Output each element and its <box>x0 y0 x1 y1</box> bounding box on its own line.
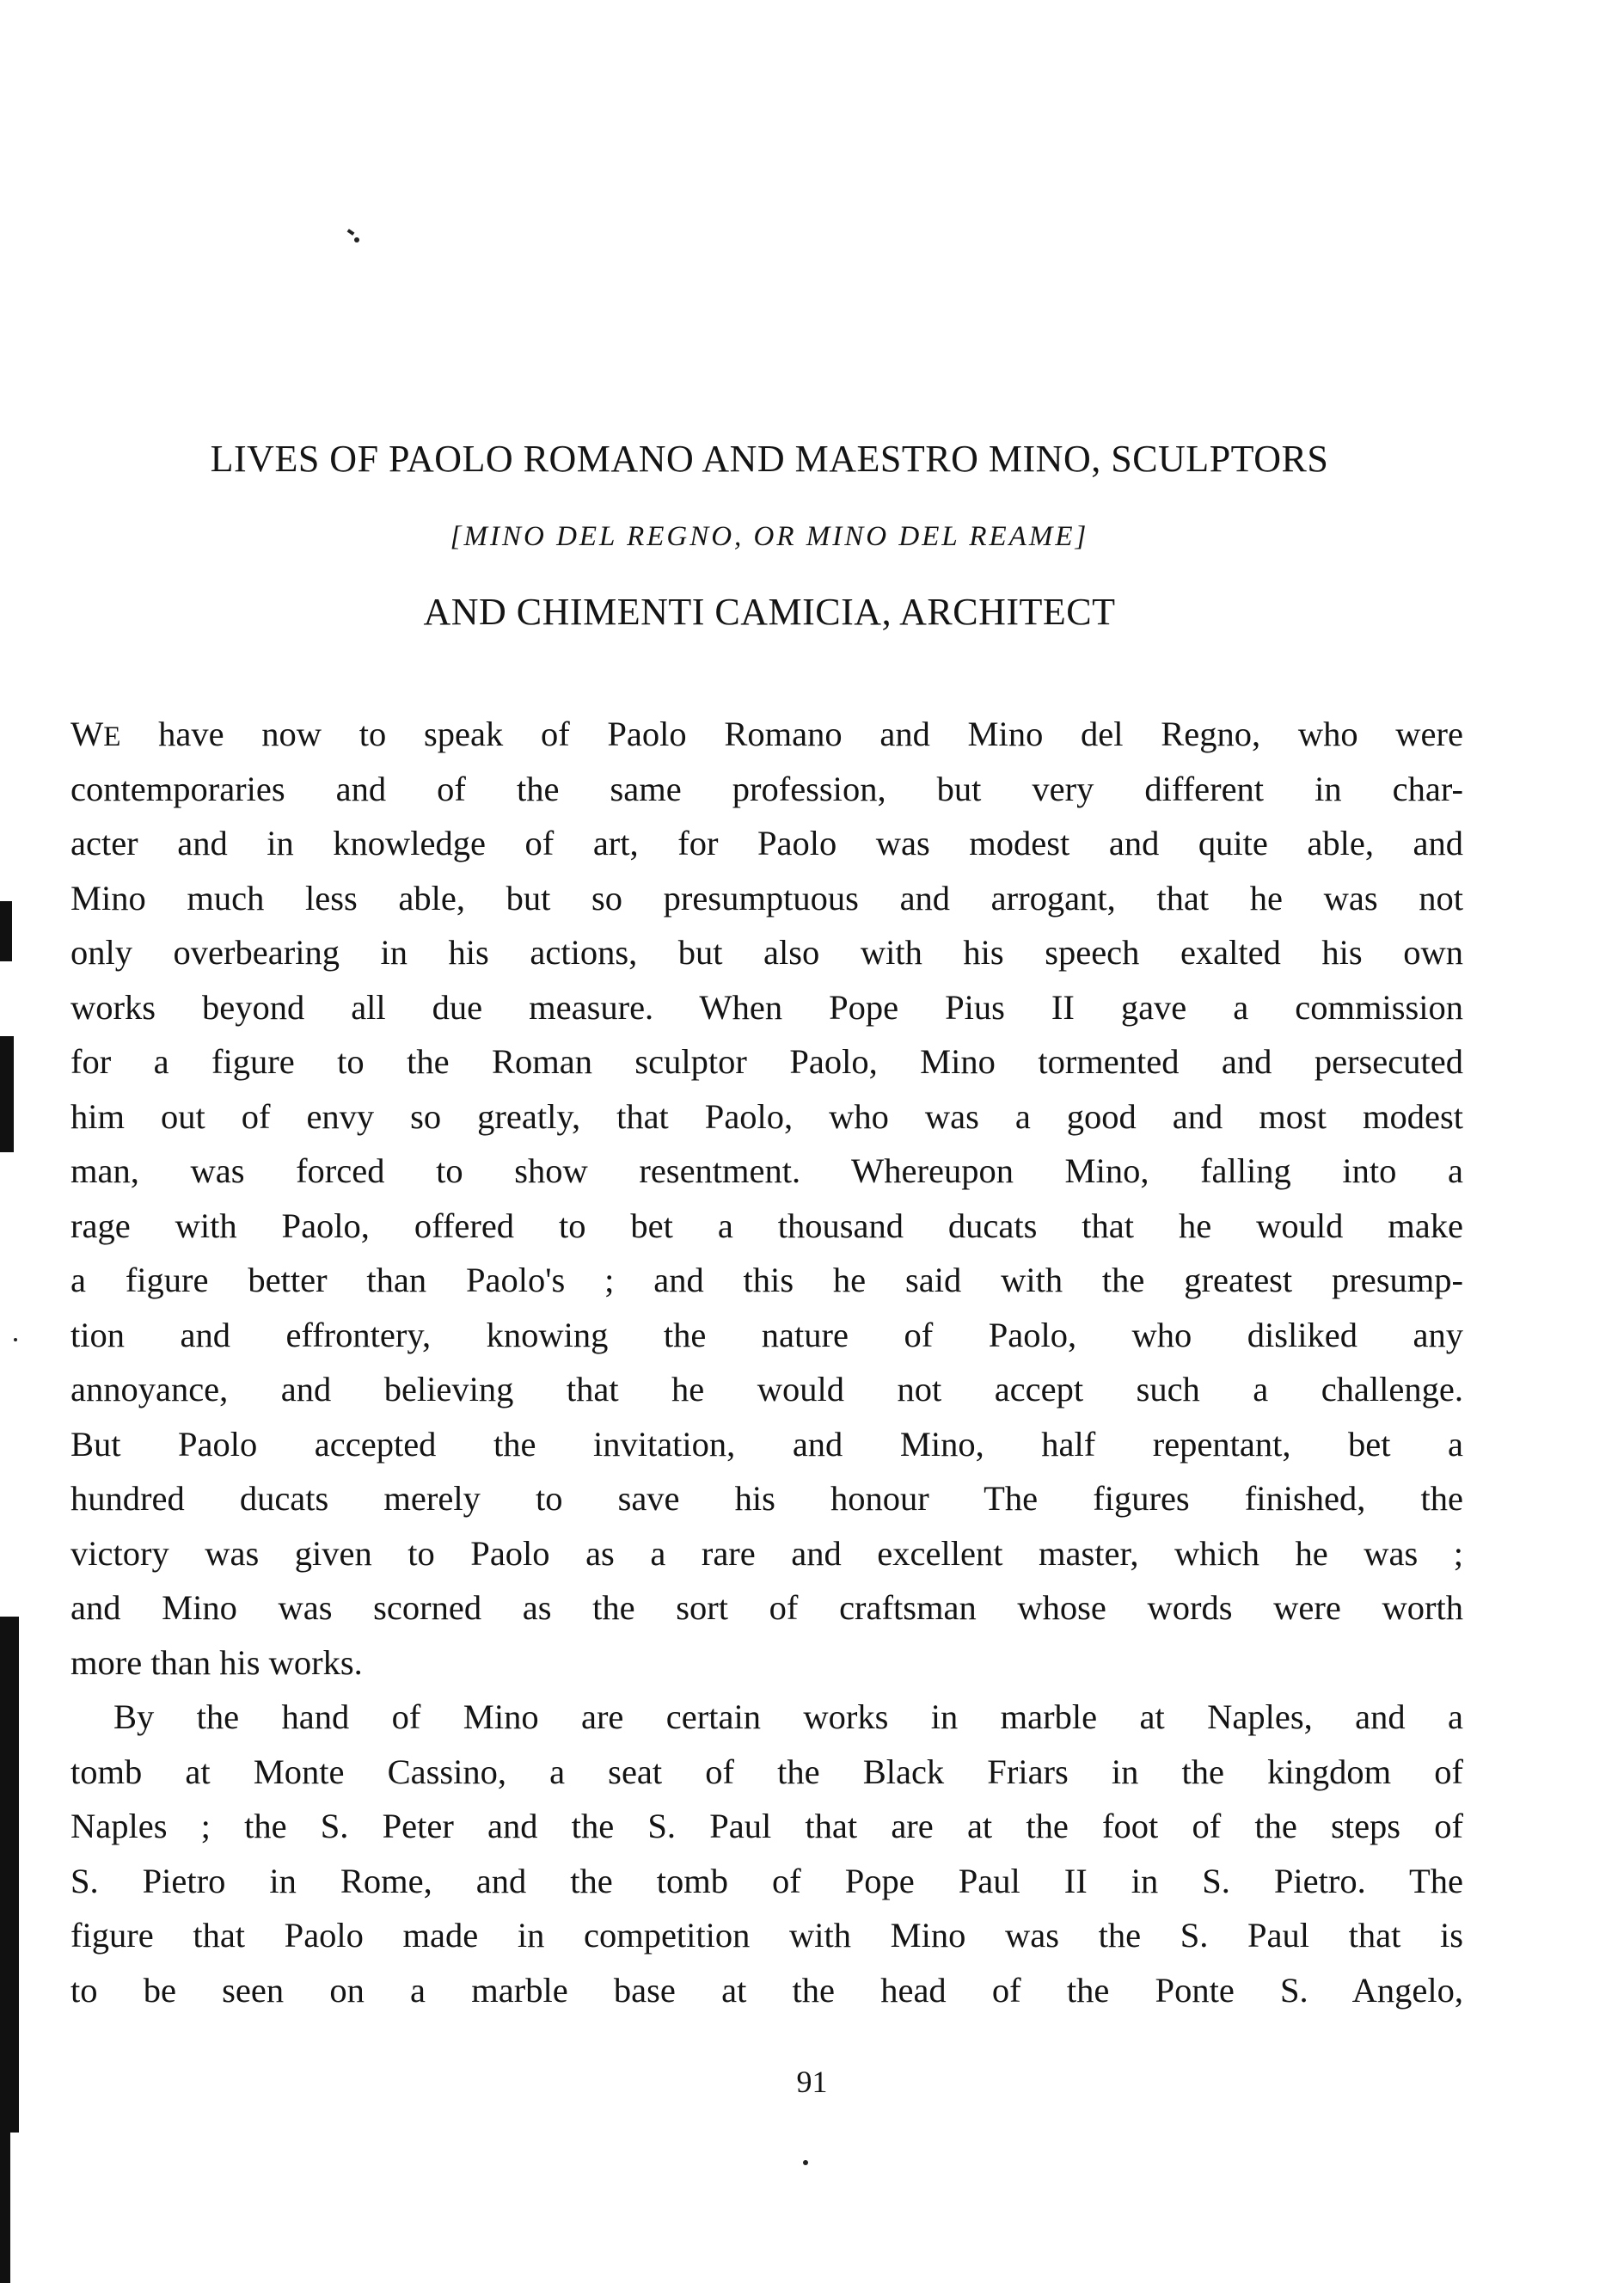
paragraph-2-line: Naples ; the S. Peter and the S. Paul that are at the foot of the steps of <box>70 1807 1463 1845</box>
page-number: 91 <box>796 2065 828 2099</box>
paragraph-1-line: But Paolo accepted the invitation, and Mino, half repentant, bet a <box>70 1424 1463 1464</box>
paragraph-1-line: acter and in knowledge of art, for Paolo was modest and quite able, and <box>70 824 1463 862</box>
paragraph-1-line-1 <box>70 707 1463 762</box>
chapter-subtitle: [MINO DEL REGNO, OR MINO DEL REAME] <box>450 521 1089 552</box>
paragraph-1-line: man, was forced to show resentment. Whereupon Mino, falling into a <box>70 1151 1463 1190</box>
scan-edge-mark-3 <box>0 1617 19 2133</box>
drop-initial: W <box>70 715 104 753</box>
scan-speck-top <box>347 229 355 236</box>
paragraph-1-line: hundred ducats merely to save his honour The figures finished, the <box>70 1479 1463 1518</box>
paragraph-1-line: rage with Paolo, offered to bet a thousand ducats that he would make <box>70 1206 1463 1245</box>
paragraph-1-line: Mino much less able, but so presumptuous and arrogant, that he was not <box>70 878 1463 917</box>
paragraph-2-line: By the hand of Mino are certain works in marble at Naples, and a <box>113 1697 1463 1736</box>
paragraph-1-line: and Mino was scorned as the sort of craftsman whose words were worth <box>70 1588 1463 1627</box>
scan-edge-mark-1 <box>0 901 12 961</box>
paragraph-1-line: a figure better than Paolo's ; and this he said with the greatest presump- <box>70 1261 1463 1299</box>
paragraph-2-line: tomb at Monte Cassino, a seat of the Black Friars in the kingdom of <box>70 1752 1463 1791</box>
scan-edge-mark-4 <box>0 2133 10 2283</box>
paragraph-1-line: for a figure to the Roman sculptor Paolo, Mino tormented and persecuted <box>70 1042 1463 1081</box>
body-text <box>70 707 1463 2017</box>
paragraph-1-line: him out of envy so greatly, that Paolo, who was a good and most modest <box>70 1096 1463 1136</box>
paragraph-1-line: tion and effrontery, knowing the nature of Paolo, who disliked any <box>70 1315 1463 1354</box>
first-line-rest: have now to speak of Paolo Romano and Mino del Regno, who were <box>120 715 1463 753</box>
paragraph-1-line: annoyance, and believing that he would not accept such a challenge. <box>70 1370 1463 1408</box>
scan-speck-top-2 <box>354 237 359 242</box>
scan-speck-bottom <box>803 2160 808 2165</box>
paragraph-1-line: victory was given to Paolo as a rare and excellent master, which he was ; <box>70 1533 1463 1573</box>
paragraph-1-last-line: more than his works. <box>70 1642 363 1682</box>
chapter-title: LIVES OF PAOLO ROMANO AND MAESTRO MINO, SCULPTORS <box>210 438 1329 480</box>
chapter-title-continued: AND CHIMENTI CAMICIA, ARCHITECT <box>423 591 1116 633</box>
paragraph-1-line: contemporaries and of the same profession, but very different in char- <box>70 769 1463 808</box>
small-caps-letters: E <box>103 721 121 752</box>
paragraph-2-line: figure that Paolo made in competition with Mino was the S. Paul that is <box>70 1916 1463 1955</box>
paragraph-1-line: works beyond all due measure. When Pope Pius II gave a commission <box>70 987 1463 1027</box>
paragraph-2-line: to be seen on a marble base at the head of the Ponte S. Angelo, <box>70 1970 1463 2010</box>
paragraph-2-line: S. Pietro in Rome, and the tomb of Pope Paul II in S. Pietro. The <box>70 1861 1463 1900</box>
scan-edge-mark-2 <box>0 1036 14 1152</box>
paragraph-1-line: only overbearing in his actions, but also with his speech exalted his own <box>70 933 1463 972</box>
scan-speck-margin <box>14 1338 17 1341</box>
